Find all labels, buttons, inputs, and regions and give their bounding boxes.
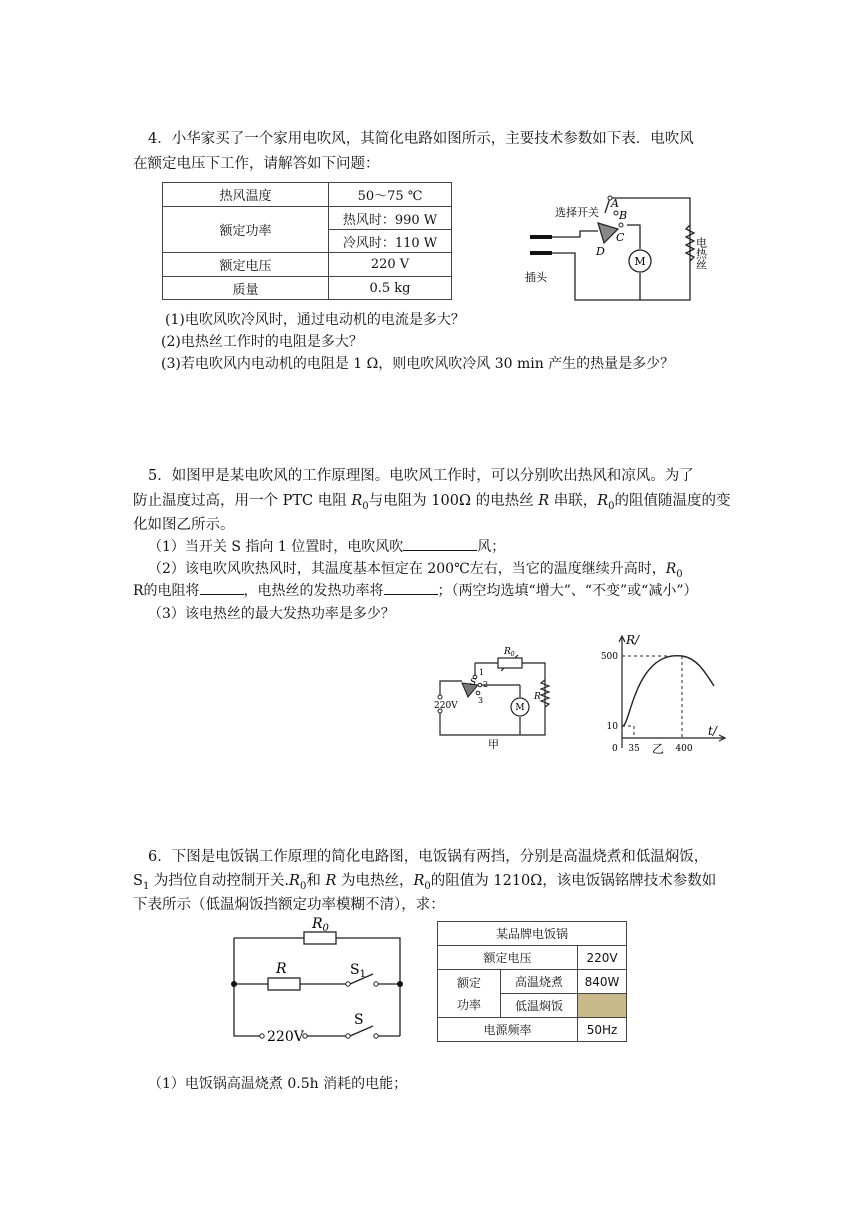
svg-text:3: 3 xyxy=(478,696,484,705)
q4-spec-table xyxy=(162,182,452,300)
q6-table-value: 220V xyxy=(578,946,627,970)
blank xyxy=(403,536,477,551)
q6-line-2: $S_1$ 为挡位自动控制开关$.R_0$和 R 为电热丝，$R_0$的阻值为 1210Ω，该电饭锅铭牌技术参数如 xyxy=(133,873,717,892)
q4-sub-2: (2)电热丝工作时的电阻是多大？ xyxy=(161,334,363,350)
q5-line-3: 化如图乙所示。 xyxy=(133,517,235,533)
blank xyxy=(200,580,244,595)
q6-spec-table xyxy=(437,921,627,1042)
q6-table-label: 额定 功率 xyxy=(438,970,501,1018)
s-label: S xyxy=(354,1012,364,1028)
q4-table-value: 220 V xyxy=(329,253,452,277)
node-c-label: C xyxy=(616,231,625,244)
voltage-label: 220V xyxy=(267,1029,304,1045)
q4-table-label: 质量 xyxy=(163,277,329,300)
q4-sub-1: (1)电吹风吹冷风时，通过电动机的电流是多大？ xyxy=(165,312,465,328)
x-tick-0: 0 xyxy=(612,744,618,754)
q4-table-value: 冷风时：110 W xyxy=(329,230,452,253)
q4-table-label: 热风温度 xyxy=(163,183,329,207)
node-b-label: B xyxy=(619,209,628,222)
r-resistor-icon xyxy=(268,978,300,990)
r-label: R xyxy=(534,692,541,702)
r-label: R xyxy=(276,961,287,977)
q6-rice-cooker-circuit xyxy=(228,912,408,1047)
q5-sub-2: （2）该电吹风吹热风时，其温度基本恒定在 200℃左右，当它的温度继续升高时，$R_0$ xyxy=(148,561,683,580)
q6-table-label: 低温焖饭 xyxy=(501,994,578,1018)
svg-text:2: 2 xyxy=(483,680,489,689)
figure-caption-jia: 甲 xyxy=(488,738,499,751)
q4-line-1: 4．小华家买了一个家用电吹风，其简化电路如图所示，主要技术参数如下表．电吹风 xyxy=(148,131,694,147)
figure-caption-yi: 乙 xyxy=(652,742,665,756)
motor-label: M xyxy=(634,255,646,268)
q4-table-value: 热风时：990 W xyxy=(329,207,452,230)
q5-circuit-jia xyxy=(430,645,570,755)
s1-label: $S_1$ xyxy=(350,962,366,980)
node-a-label: A xyxy=(611,197,619,210)
q6-table-label: 额定电压 xyxy=(438,946,578,970)
r0-resistor-icon xyxy=(304,932,336,944)
q5-sub-1: （1）当开关 S 指向 1 位置时，电吹风吹 风； xyxy=(148,536,505,558)
q5-sub-2-cont: R的电阻将 ，电热丝的发热功率将 ；（两空均选填“增大”、“不变”或“减小”） xyxy=(133,580,698,602)
q6-table-title: 某品牌电饭锅 xyxy=(438,922,627,946)
plug-label: 插头 xyxy=(525,271,547,284)
blurred-value xyxy=(578,994,627,1018)
q5-sub-3: （3）该电热丝的最大发热功率是多少？ xyxy=(148,606,395,622)
q6-table-value: 50Hz xyxy=(578,1018,627,1042)
plug-prong-icon xyxy=(530,251,552,255)
y-axis-label: R/ xyxy=(626,633,640,647)
blank xyxy=(384,580,438,595)
plug-prong-icon xyxy=(530,235,552,239)
ptc-resistor-icon xyxy=(498,658,522,668)
heater-label: 电热丝 xyxy=(694,237,708,270)
r0-label: $R_0$ xyxy=(312,916,329,934)
y-tick-500: 500 xyxy=(600,652,618,662)
q5-line-1: 5．如图甲是某电吹风的工作原理图。电吹风工作时，可以分别吹出热风和凉风。为了 xyxy=(148,468,694,484)
x-axis-label: t/ xyxy=(708,724,717,738)
switch-s-label: S xyxy=(470,678,477,688)
x-tick-400: 400 xyxy=(675,744,693,754)
x-tick-35: 35 xyxy=(628,744,640,754)
q6-sub-1: （1）电饭锅高温烧煮 0.5h 消耗的电能； xyxy=(148,1076,408,1092)
q6-line-3: 下表所示（低温焖饭挡额定功率模糊不清），求： xyxy=(133,897,445,913)
selector-switch-icon xyxy=(598,223,618,243)
q4-hairdryer-circuit xyxy=(500,185,720,310)
q5-graph-yi xyxy=(600,630,730,760)
q4-table-value: 50～75 ℃ xyxy=(329,183,452,207)
svg-text:M: M xyxy=(515,703,525,713)
switch-label: 选择开关 xyxy=(555,206,599,219)
svg-text:1: 1 xyxy=(479,668,485,677)
q4-table-value: 0.5 kg xyxy=(329,277,452,300)
node-d-label: D xyxy=(596,245,605,258)
q4-line-2: 在额定电压下工作，请解答如下问题： xyxy=(133,156,380,172)
q4-sub-3: (3)若电吹风内电动机的电阻是 1 Ω，则电吹风吹冷风 30 min 产生的热量是多少？ xyxy=(161,356,675,372)
q6-line-1: 6．下图是电饭锅工作原理的简化电路图，电饭锅有两挡，分别是高温烧煮和低温焖饭， xyxy=(148,849,709,865)
q6-table-label: 电源频率 xyxy=(438,1018,578,1042)
voltage-label: 220V xyxy=(434,701,458,711)
r0-label: $R_0$ xyxy=(504,647,515,658)
q4-table-label: 额定功率 xyxy=(163,207,329,253)
q5-line-2: 防止温度过高，用一个 PTC 电阻 $R_0$与电阻为 100Ω 的电热丝 R 串联，$R_0$的阻值随温度的变 xyxy=(133,493,731,512)
q4-table-label: 额定电压 xyxy=(163,253,329,277)
q6-table-label: 高温烧煮 xyxy=(501,970,578,994)
q6-table-value: 840W xyxy=(578,970,627,994)
y-tick-10: 10 xyxy=(606,722,618,732)
